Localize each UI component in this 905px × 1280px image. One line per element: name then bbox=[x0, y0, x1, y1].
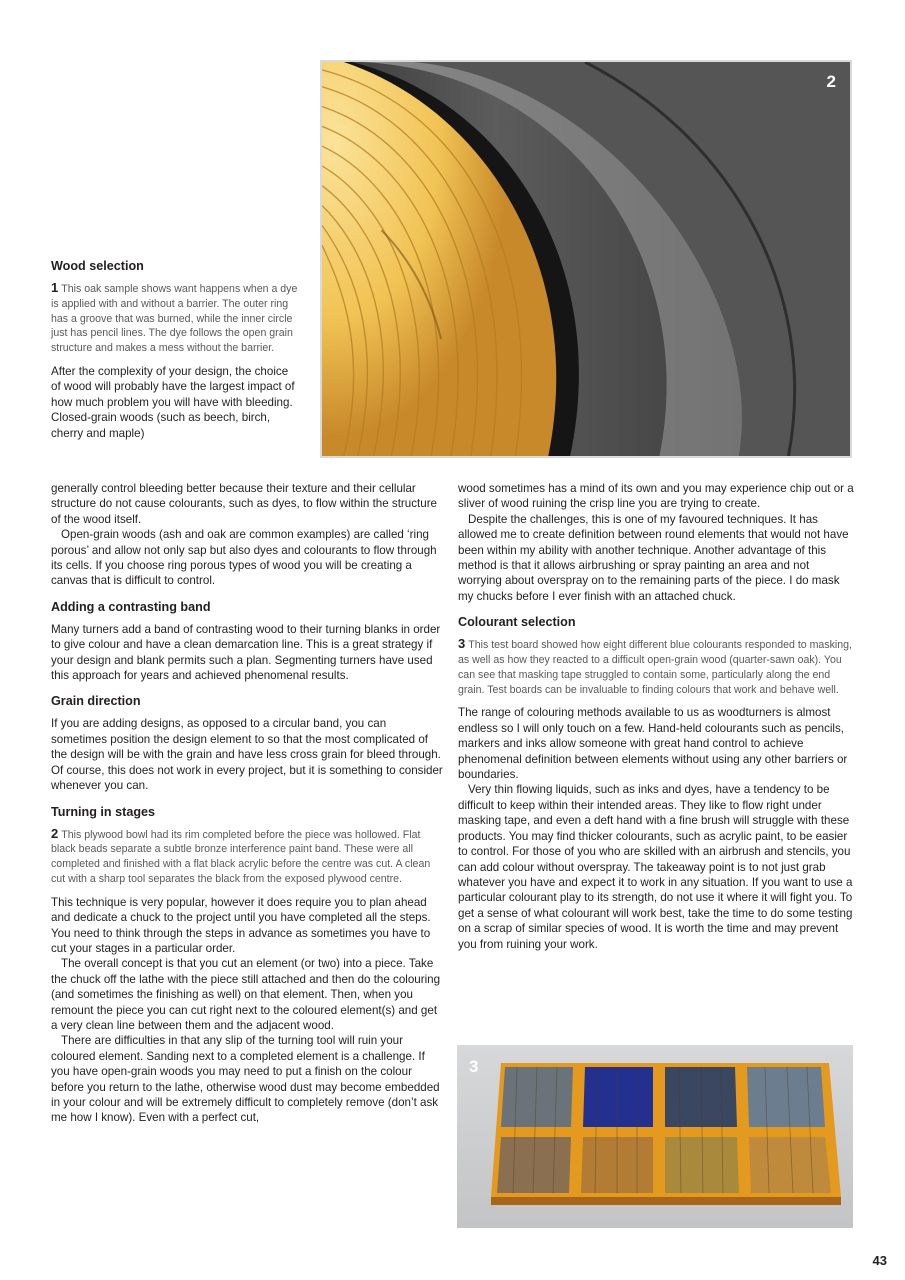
section-wood-selection-intro bbox=[51, 258, 301, 441]
grain-direction-p1: If you are adding designs, as opposed to a circular band, you can sometimes position the design element to so that the most complicated of the design will be with the grain and have less cross grain for bleed through. Of course, this does not work in every project, but it is something to consider whenever you can. bbox=[51, 717, 443, 793]
caption-1-number: 1 bbox=[51, 280, 59, 295]
turning-stages-p2: The overall concept is that you cut an element (or two) into a piece. Take the chuck off the lathe with the piece still attached and then do the colouring (and sometimes the finishing as well) on that element. Then, when you remount the piece you can cut right next to the coloured element(s) and get a very clean line between them and the adjacent wood. bbox=[51, 957, 441, 1032]
turning-stages-p4: wood sometimes has a mind of its own and you may experience chip out or a sliver of wood ruining the crisp line you are trying to create. bbox=[458, 482, 854, 511]
wood-selection-p1-top: After the complexity of your design, the choice of wood will probably have the largest impact of how much problem you will have with bleeding. Closed-grain woods (such as beech, birch, cherry and maple) bbox=[51, 364, 295, 440]
caption-2 bbox=[51, 827, 443, 887]
caption-1 bbox=[51, 281, 301, 356]
photo-number-2: 2 bbox=[826, 72, 836, 91]
colourant-selection-p2: Very thin flowing liquids, such as inks and dyes, have a tendency to be difficult to keep within their intended areas. They like to flow right under masking tape, and even a deft hand with a fine brush will struggle with these products. You may find thicker colourants, such as acrylic paint, to be easier to control. For those of you who are skilled with an airbrush and stencils, you can add colour without overspray. The takeaway point is to not just grab whatever you have and expect it to work in any situation. If you want to use a particular colourant play to its strength, do not use it where it will fight you. To get a sense of what colourant will work best, take the time to do some testing on a scrap of similar species of wood. It is worth the time and may prevent you from ruining your work. bbox=[458, 783, 853, 951]
turning-stages-p3: There are difficulties in that any slip of the turning tool will ruin your coloured element. Sanding next to a completed element is a challenge. If you have open-grain woods you may need to put a finish on the colour before you return to the lathe, otherwise wood dust may become embedded in your colour and will be extremely difficult to completely remove (don’t ask me how I know). Even with a perfect cut, bbox=[51, 1034, 440, 1125]
contrasting-band-p1: Many turners add a band of contrasting wood to their turning blanks in order to give colour and have a clean demarcation line. This is a great strategy if your design and blank permits such a plan. Segmenting turners have used this approach for years and achieved phenomenal results. bbox=[51, 622, 441, 683]
test-board-image bbox=[457, 1045, 853, 1228]
heading-colourant-selection: Colourant selection bbox=[458, 615, 576, 630]
turning-stages-p5: Despite the challenges, this is one of my favoured techniques. It has allowed me to create definition between round elements that would not have been within my ability with another technique. Another advantage of this method is that it allows airbrushing or spray painting an area and not worrying about overspray on to the remaining parts of the piece. I do mask my chucks before I ever finish with an attached chuck. bbox=[458, 512, 849, 603]
caption-2-number: 2 bbox=[51, 825, 59, 841]
colourant-selection-p1: The range of colouring methods available to us as woodturners is almost endless so I will only touch on a few. Hand-held colourants such as pencils, markers and inks allow someone with great hand control to achieve phenomenal definition between elements without using any other barriers or boundaries. bbox=[458, 706, 848, 782]
caption-3 bbox=[458, 637, 854, 697]
photo-test-board bbox=[457, 1045, 853, 1228]
photo-number-3: 3 bbox=[469, 1057, 479, 1076]
caption-2-text: This plywood bowl had its rim completed before the piece was hollowed. Flat black beads separate a subtle bronze interference paint band. These were all completed and finished with a flat black acrylic before the centre was cut. A clean cut with a sharp tool separates the black from the exposed plywood centre. bbox=[51, 828, 431, 885]
wood-selection-p2: Open-grain woods (ash and oak are common examples) are called ‘ring porous’ and allow not only sap but also dyes and colourants to flow through its cells. If you choose ring porous types of wood you will be creating a canvas that is difficult to control. bbox=[51, 528, 437, 588]
heading-turning-in-stages: Turning in stages bbox=[51, 804, 156, 819]
turning-stages-p1: This technique is very popular, however it does require you to plan ahead and dedicate a chuck to the project until you have completed all the steps. You need to think through the steps in advance as sometimes you have to cut your stages in a particular order. bbox=[51, 895, 431, 955]
heading-contrasting-band: Adding a contrasting band bbox=[51, 599, 211, 614]
heading-wood-selection: Wood selection bbox=[51, 259, 144, 273]
page-number: 43 bbox=[872, 1253, 887, 1268]
plywood-bowl-image bbox=[322, 62, 850, 456]
caption-3-text: This test board showed how eight different blue colourants responded to masking, as well as how they reacted to a difficult open-grain wood (quarter-sawn oak). You can see that masking tape struggled to contain some, particularly along the end grain. Test boards can be invaluable to finding colours that work and behave well. bbox=[458, 639, 852, 696]
right-column bbox=[458, 481, 854, 952]
left-column bbox=[51, 481, 443, 1126]
wood-selection-p1-bottom: generally control bleeding better because their texture and their cellular structure do not cause colourants, such as dyes, to flow within the structure of the wood itself. bbox=[51, 482, 438, 526]
caption-1-text: This oak sample shows want happens when a dye is applied with and without a barrier. The outer ring has a groove that was burned, while the inner circle just has pencil lines. The dye follows the open grain structure and makes a mess without the barrier. bbox=[51, 283, 298, 355]
photo-plywood-bowl bbox=[320, 60, 852, 458]
heading-grain-direction: Grain direction bbox=[51, 694, 141, 709]
caption-3-number: 3 bbox=[458, 636, 466, 652]
